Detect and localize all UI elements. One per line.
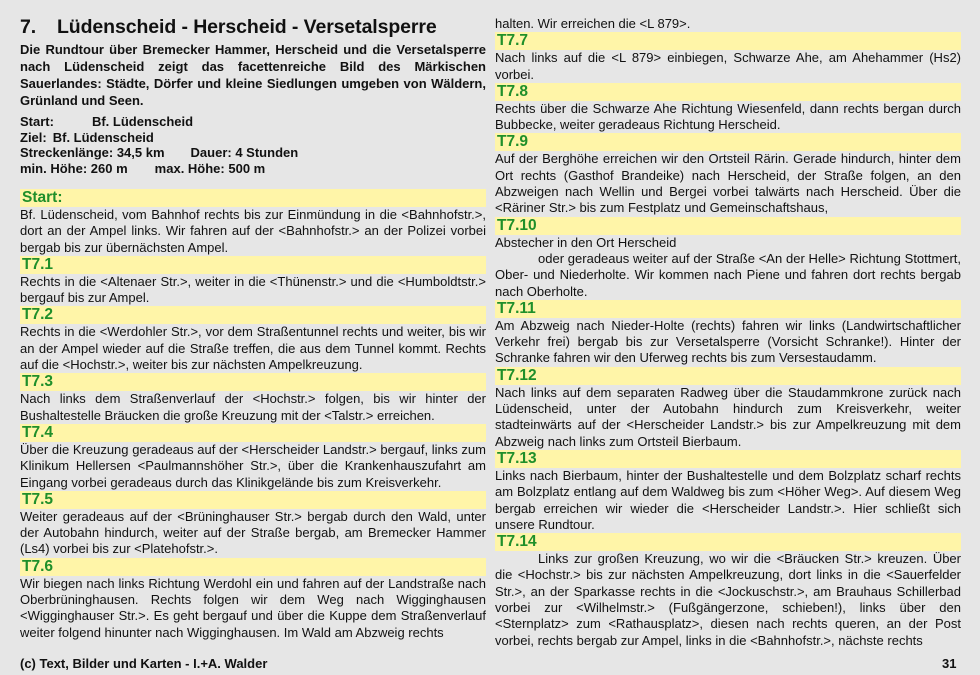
- copyright-footer: (c) Text, Bilder und Karten - I.+A. Walder: [20, 656, 268, 671]
- chapter-number: 7.: [20, 16, 37, 38]
- step-t7-1: [20, 256, 486, 307]
- step-t7-8: [495, 83, 961, 134]
- min-height-label: min. Höhe:: [20, 160, 88, 176]
- max-height-label: max. Höhe:: [154, 160, 225, 176]
- step-heading: T7.2: [20, 306, 486, 324]
- step-heading: T7.13: [495, 450, 961, 468]
- step-text: Nach links auf die <L 879> einbiegen, Schwarze Ahe, am Ahehammer (Hs2) vorbei.: [495, 50, 961, 82]
- step-text: Rechts über die Schwarze Ahe Richtung Wiesenfeld, dann rechts bergan durch Bubbecke, weiter geradeaus Richtung Herscheid.: [495, 100, 961, 133]
- step-text-continued: [495, 251, 961, 300]
- step-t7-2: [20, 306, 486, 373]
- step-t7-13: [495, 450, 961, 533]
- step-heading: T7.4: [20, 424, 486, 442]
- step-text: Über die Kreuzung geradeaus auf der <Herscheider Landstr.> bergauf, links zum Klinikum Hellersen <Paulmannshöher Str.>, über die Krankenhauszufahrt am Eingang vorbei geradeaus durch das Klinikgelände bis zum Kreisverkehr.: [20, 441, 486, 490]
- step-text: Wir biegen nach links Richtung Werdohl ein und fahren auf der Landstraße nach Oberbrüninghausen. Rechts folgen wir dem Weg nach Wigginghausen <Wigginghauser Str.>. Es geht bergauf und über die Kuppe dem Straßenverlauf weiter folgend hinunter nach Wigginghausen. Im Wald am Abzweig rechts: [20, 575, 486, 640]
- step-text: Nach links dem Straßenverlauf der <Hochstr.> folgen, bis wir hinter der Bushaltestelle Bräucken die große Kreuzung mit der <Talstr.> erreichen.: [20, 391, 486, 423]
- step-t7-9: [495, 133, 961, 216]
- min-height-value: 260 m: [90, 160, 128, 176]
- step-heading: T7.5: [20, 491, 486, 509]
- step-start: [20, 189, 486, 256]
- tour-meta: [20, 114, 486, 176]
- step-text: Abstecher in den Ort Herscheid: [495, 234, 677, 250]
- step-text: Auf der Berghöhe erreichen wir den Ortsteil Rärin. Gerade hindurch, hinter dem Ort rechts (Gasthof Brandeike) nach Herscheid, der Straße folgen, an den Abzweigen nach Wellin und Bergei vorbei talwärts nach Herscheid. Über die <Räriner Str.> bis zum Festplatz und Gemeinschaftshaus,: [495, 151, 961, 216]
- step-text: Bf. Lüdenscheid, vom Bahnhof rechts bis zur Einmündung in die <Bahnhofstr.>, dort an der Ampel links. Wir fahren auf der <Bahnhofstr.> an der Polizei vorbei bergab bis zur übernächsten Ampel.: [20, 207, 486, 255]
- duration-label: Dauer:: [190, 145, 232, 160]
- ziel-label: Ziel:: [20, 129, 47, 145]
- step-text: Links nach Bierbaum, hinter der Bushaltestelle und dem Bolzplatz scharf rechts am Bolzplatz entlang auf dem Waldweg bis zum <Höher Weg>. Auf diesem Weg bergab erreichen wir wieder die <Herscheider Landstr.>. Hier schließt sich unsere Rundtour.: [495, 467, 961, 532]
- step-t7-14: [495, 533, 961, 649]
- meta-start: [20, 114, 486, 130]
- step-t7-7: [495, 32, 961, 83]
- chapter-intro: Die Rundtour über Bremecker Hammer, Herscheid und die Versetalsperre nach Lüdenscheid zeigt das facettenreiche Bild des Märkischen Sauerlandes: Städte, Dörfer und kleine Siedlungen umgeben von Wäldern, Grünland und Seen.: [20, 42, 486, 108]
- step-t7-4: [20, 424, 486, 491]
- right-steps: [495, 16, 961, 649]
- left-steps: [20, 189, 486, 641]
- step-heading: T7.14: [495, 533, 961, 551]
- step-heading: T7.3: [20, 373, 486, 391]
- start-label: Start:: [20, 114, 54, 129]
- step-t7-10: [495, 217, 961, 300]
- duration-value: 4 Stunden: [235, 145, 299, 160]
- step-t7-12: [495, 367, 961, 450]
- step-text: Am Abzweig nach Nieder-Holte (rechts) fahren wir links (Landwirtschaftlicher Verkehr frei) bergab bis zur Versetalsperre (Vorsicht Schranke!). Hinter der Schranke fahren wir den Uferweg rechts bis zum Versestaudamm.: [495, 317, 961, 366]
- step-text-wrapper: [495, 551, 961, 649]
- step-heading: T7.10: [495, 217, 961, 235]
- step-text: Rechts in die <Werdohler Str.>, vor dem Straßentunnel rechts und weiter, bis wir an der Ampel wieder auf die Straße treffen, die aus dem Tunnel kommt. Rechts auf die <Hochstr.>, weiter bis zur nächsten Ampelkreuzung.: [20, 324, 486, 373]
- length-label: Streckenlänge:: [20, 145, 114, 160]
- step-heading: T7.6: [20, 558, 486, 576]
- step-heading: T7.7: [495, 32, 961, 50]
- step-heading: Start:: [20, 189, 486, 207]
- step-heading: T7.1: [20, 256, 486, 274]
- step-text: Nach links auf dem separaten Radweg über die Staudammkrone zurück nach Lüdenscheid, unter der Autobahn hindurch zum Kreisverkehr, weiter stadteinwärts auf der <Herscheider Landstr.> bis zur Ampelkreuzung mit dem Abzweig nach links zum Ortsteil Bierbaum.: [495, 384, 961, 449]
- step-text: Weiter geradeaus auf der <Brüninghauser Str.> bergab durch den Wald, unter der Autobahn hindurch, weiter auf der Straße bergab, am Bremecker Hammer (Ls4) vorbei bis zur <Platehofstr.>.: [20, 508, 486, 557]
- step-heading: T7.9: [495, 133, 961, 151]
- step-heading: T7.11: [495, 300, 961, 318]
- step-t7-11: [495, 300, 961, 367]
- page-number: 31: [942, 656, 957, 671]
- meta-length-duration: [20, 145, 486, 161]
- chapter-title-text: Lüdenscheid - Herscheid - Versetalsperre: [57, 16, 437, 38]
- step-text: Links zur großen Kreuzung, wo wir die <Bräucken Str.> kreuzen. Über die <Hochstr.> bis zur nächsten Ampelkreuzung, dort links in die <Sauerfelder Str.>, an der Sparkasse rechts in die <Jockuschstr.>, am Brauhaus Schillerbad vorbei zur <Wilhelmstr.> (Fußgängerzone, schieben!), links über den <Sternplatz> zum <Rathausplatz>, diesen nach rechts queren, an der Post vorbei, rechts bergab zur Ampel, links in die <Bahnhofstr.>, nächste rechts: [495, 551, 961, 648]
- step-text-alt-route: oder geradeaus weiter auf der Straße <An der Helle> Richtung Stottmert, Ober- und Niederholte. Wir kommen nach Piene und fahren dort rechts bergab nach Oberholte.: [495, 250, 961, 299]
- step-t7-3: [20, 373, 486, 424]
- step-t7-6: [20, 558, 486, 641]
- step-t7-5: [20, 491, 486, 558]
- meta-ziel: [20, 130, 486, 146]
- start-value: Bf. Lüdenscheid: [91, 114, 194, 129]
- ziel-value: Bf. Lüdenscheid: [52, 129, 154, 145]
- meta-heights: [20, 161, 486, 177]
- step-text: Rechts in die <Altenaer Str.>, weiter in die <Thünenstr.> und die <Humboldtstr.> bergauf bis zur Ampel.: [20, 273, 486, 306]
- step-heading: T7.8: [495, 83, 961, 101]
- step-heading: T7.12: [495, 367, 961, 385]
- max-height-value: 500 m: [228, 160, 266, 176]
- continued-text: halten. Wir erreichen die <L 879>.: [495, 16, 691, 31]
- length-value: 34,5 km: [116, 145, 165, 160]
- chapter-title: [20, 16, 437, 39]
